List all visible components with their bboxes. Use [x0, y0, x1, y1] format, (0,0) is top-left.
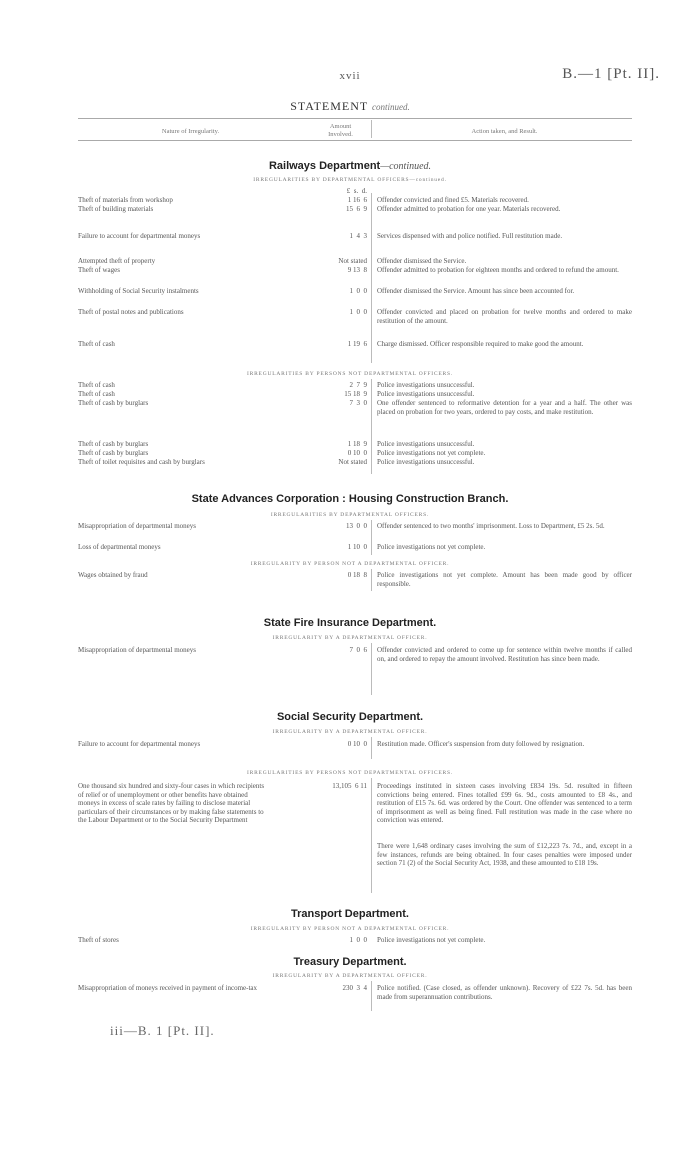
row-action: Police investigations unsuccessful.	[377, 390, 475, 398]
header-bottom-rule	[78, 140, 632, 141]
column-divider	[371, 981, 372, 1011]
row-action: Offender convicted and placed on probation for twelve months and ordered to make restitution of the amount.	[377, 308, 632, 325]
column-divider	[371, 643, 372, 695]
row-amount: 0 10 0	[347, 740, 367, 748]
row-nature: Theft of cash	[78, 390, 115, 398]
row-action: Offender convicted and ordered to come up for sentence within twelve months if called on, and ordered to repay the amount involved. Restitution has since been made.	[377, 646, 632, 663]
row-action: Restitution made. Officer's suspension from duty followed by resignation.	[377, 740, 585, 748]
row-action: Offender convicted and fined £5. Materials recovered.	[377, 196, 529, 204]
row-amount: 2 7 9	[349, 381, 367, 389]
row-nature: Theft of cash by burglars	[78, 399, 149, 407]
column-header-nature: Nature of Irregularity.	[161, 128, 220, 135]
column-divider	[371, 778, 372, 893]
row-nature: Theft of materials from workshop	[78, 196, 173, 204]
row-amount: Not stated	[338, 257, 367, 265]
row-nature: Theft of cash by burglars	[78, 449, 149, 457]
row-action: Police investigations not yet complete. Amount has been made good by officer responsible.	[377, 571, 632, 588]
row-amount: 15 6 9	[346, 205, 367, 213]
row-action: Police notified. (Case closed, as offender unknown). Recovery of £22 7s. 5d. has been made from superannuation contributions.	[377, 984, 632, 1001]
row-nature: Loss of departmental moneys	[78, 543, 161, 551]
row-amount: 1 16 6	[347, 196, 367, 204]
row-nature: Misappropriation of departmental moneys	[78, 646, 196, 654]
dept-heading-state-fire: State Fire Insurance Department.	[263, 617, 437, 629]
dept-heading-railways	[0, 160, 700, 172]
row-nature: One thousand six hundred and sixty-four cases in which recipients of relief or of unemployment or other benefits have obtained moneys in excess of scale rates by failing to disclose material particulars of their circumstances or by making false statements to the Labour Department or to the Social Security Department	[78, 782, 265, 824]
dept-heading-social-security: Social Security Department.	[276, 711, 424, 723]
row-action: Police investigations unsuccessful.	[377, 381, 475, 389]
row-action: Charge dismissed. Officer responsible required to make good the amount.	[377, 340, 584, 348]
row-amount: 230 3 4	[342, 984, 367, 992]
row-amount: 13 0 0	[346, 522, 367, 530]
row-nature: Misappropriation of moneys received in payment of income-tax	[78, 984, 258, 992]
group-heading: IRREGULARITY BY A DEPARTMENTAL OFFICER.	[272, 729, 428, 735]
row-action: Police investigations unsuccessful.	[377, 458, 475, 466]
column-divider	[371, 737, 372, 759]
row-action: One offender sentenced to reformative detention for a year and a half. The other was placed on probation for two years, ordered to pay costs, and make restitution.	[377, 399, 632, 416]
column-header-action: Action taken, and Result.	[471, 128, 538, 135]
row-nature: Withholding of Social Security instalments	[78, 287, 199, 295]
row-action: Offender dismissed the Service.	[377, 257, 467, 265]
row-amount: 1 4 3	[349, 232, 367, 240]
row-amount: 7 0 6	[349, 646, 367, 654]
group-heading: IRREGULARITIES BY DEPARTMENTAL OFFICERS—continued.	[253, 177, 447, 183]
footer-signature: iii—B. 1 [Pt. II].	[110, 1023, 215, 1038]
row-action: Offender dismissed the Service. Amount has since been accounted for.	[377, 287, 575, 295]
group-heading: IRREGULARITIES BY PERSONS NOT DEPARTMENTAL OFFICERS.	[246, 770, 454, 776]
group-heading: IRREGULARITIES BY DEPARTMENTAL OFFICERS.	[270, 512, 430, 518]
header-top-rule	[78, 118, 632, 119]
dept-name: Railways Department	[268, 160, 381, 172]
row-amount: Not stated	[338, 458, 367, 466]
row-amount: 1 0 0	[349, 936, 367, 944]
row-nature: Misappropriation of departmental moneys	[78, 522, 196, 530]
row-nature: Theft of cash	[78, 381, 115, 389]
column-divider	[371, 379, 372, 474]
dept-suffix: —continued.	[380, 161, 432, 172]
row-amount: 1 18 9	[347, 440, 367, 448]
group-heading: IRREGULARITY BY A DEPARTMENTAL OFFICER.	[272, 973, 428, 979]
currency-header: £ s. d.	[346, 187, 367, 195]
column-divider	[371, 569, 372, 591]
paper-reference: B.—1 [Pt. II].	[562, 66, 660, 82]
row-action: Police investigations not yet complete.	[377, 449, 486, 457]
row-amount: 0 10 0	[347, 449, 367, 457]
row-action: Police investigations not yet complete.	[377, 543, 486, 551]
row-nature: Theft of wages	[78, 266, 120, 274]
row-amount: 7 3 0	[349, 399, 367, 407]
row-action: Offender sentenced to two months' imprisonment. Loss to Department, £5 2s. 5d.	[377, 522, 605, 530]
row-nature: Theft of stores	[78, 936, 119, 944]
dept-heading-treasury: Treasury Department.	[293, 956, 407, 968]
row-action-continued: There were 1,648 ordinary cases involving the sum of £12,223 7s. 7d., and, except in a few instances, refunds are being obtained. In four cases penalties were imposed under section 71 (2) of the Social Security Act, 1938, and these amounted to £18 19s.	[377, 842, 632, 867]
row-action: Services dispensed with and police notified. Full restitution made.	[377, 232, 563, 240]
group-heading: IRREGULARITIES BY PERSONS NOT DEPARTMENTAL OFFICERS.	[246, 371, 454, 377]
row-nature: Failure to account for departmental moneys	[78, 740, 201, 748]
row-amount: 1 0 0	[349, 287, 367, 295]
row-amount: 1 19 6	[347, 340, 367, 348]
statement-title-text: STATEMENT	[290, 99, 369, 113]
page-number: xvii	[339, 70, 361, 82]
row-amount: 13,105 6 11	[332, 782, 367, 790]
row-action: Police investigations not yet complete.	[377, 936, 486, 944]
row-nature: Failure to account for departmental moneys	[78, 232, 201, 240]
row-nature: Theft of cash	[78, 340, 115, 348]
group-heading: IRREGULARITY BY PERSON NOT A DEPARTMENTAL OFFICER.	[250, 926, 450, 932]
row-nature: Attempted theft of property	[78, 257, 156, 265]
header-divider	[371, 120, 372, 138]
column-header-amount: Amount Involved.	[328, 123, 353, 138]
row-nature: Theft of toilet requisites and cash by burglars	[78, 458, 205, 466]
row-amount: 9 13 8	[347, 266, 367, 274]
row-nature: Theft of postal notes and publications	[78, 308, 184, 316]
statement-title	[0, 99, 700, 114]
dept-heading-state-advances: State Advances Corporation : Housing Construction Branch.	[191, 493, 509, 505]
row-nature: Wages obtained by fraud	[78, 571, 148, 579]
dept-heading-transport: Transport Department.	[291, 908, 409, 920]
row-amount: 0 18 8	[347, 571, 367, 579]
row-amount: 15 18 9	[344, 390, 367, 398]
row-action: Police investigations unsuccessful.	[377, 440, 475, 448]
row-amount: 1 10 0	[347, 543, 367, 551]
row-action: Proceedings instituted in sixteen cases involving £834 19s. 5d. resulted in fifteen convictions being entered. Fines totalled £99 6s. 9d., costs amounted to £8 4s., and restitution of £15 7s. 6d. was ordered by the Court. One offender was sentenced to a term of imprisonment as well as being fined. Full restitution was made in the case where no conviction was entered.	[377, 782, 632, 824]
statement-continued: continued.	[372, 102, 410, 112]
group-heading: IRREGULARITY BY A DEPARTMENTAL OFFICER.	[272, 635, 428, 641]
group-heading: IRREGULARITY BY PERSON NOT A DEPARTMENTAL OFFICER.	[250, 561, 450, 567]
row-nature: Theft of cash by burglars	[78, 440, 149, 448]
row-action: Offender admitted to probation for one year. Materials recovered.	[377, 205, 561, 213]
row-action: Offender admitted to probation for eighteen months and ordered to refund the amount.	[377, 266, 619, 274]
column-divider	[371, 520, 372, 555]
column-divider	[371, 193, 372, 363]
row-nature: Theft of building materials	[78, 205, 154, 213]
row-amount: 1 0 0	[349, 308, 367, 316]
